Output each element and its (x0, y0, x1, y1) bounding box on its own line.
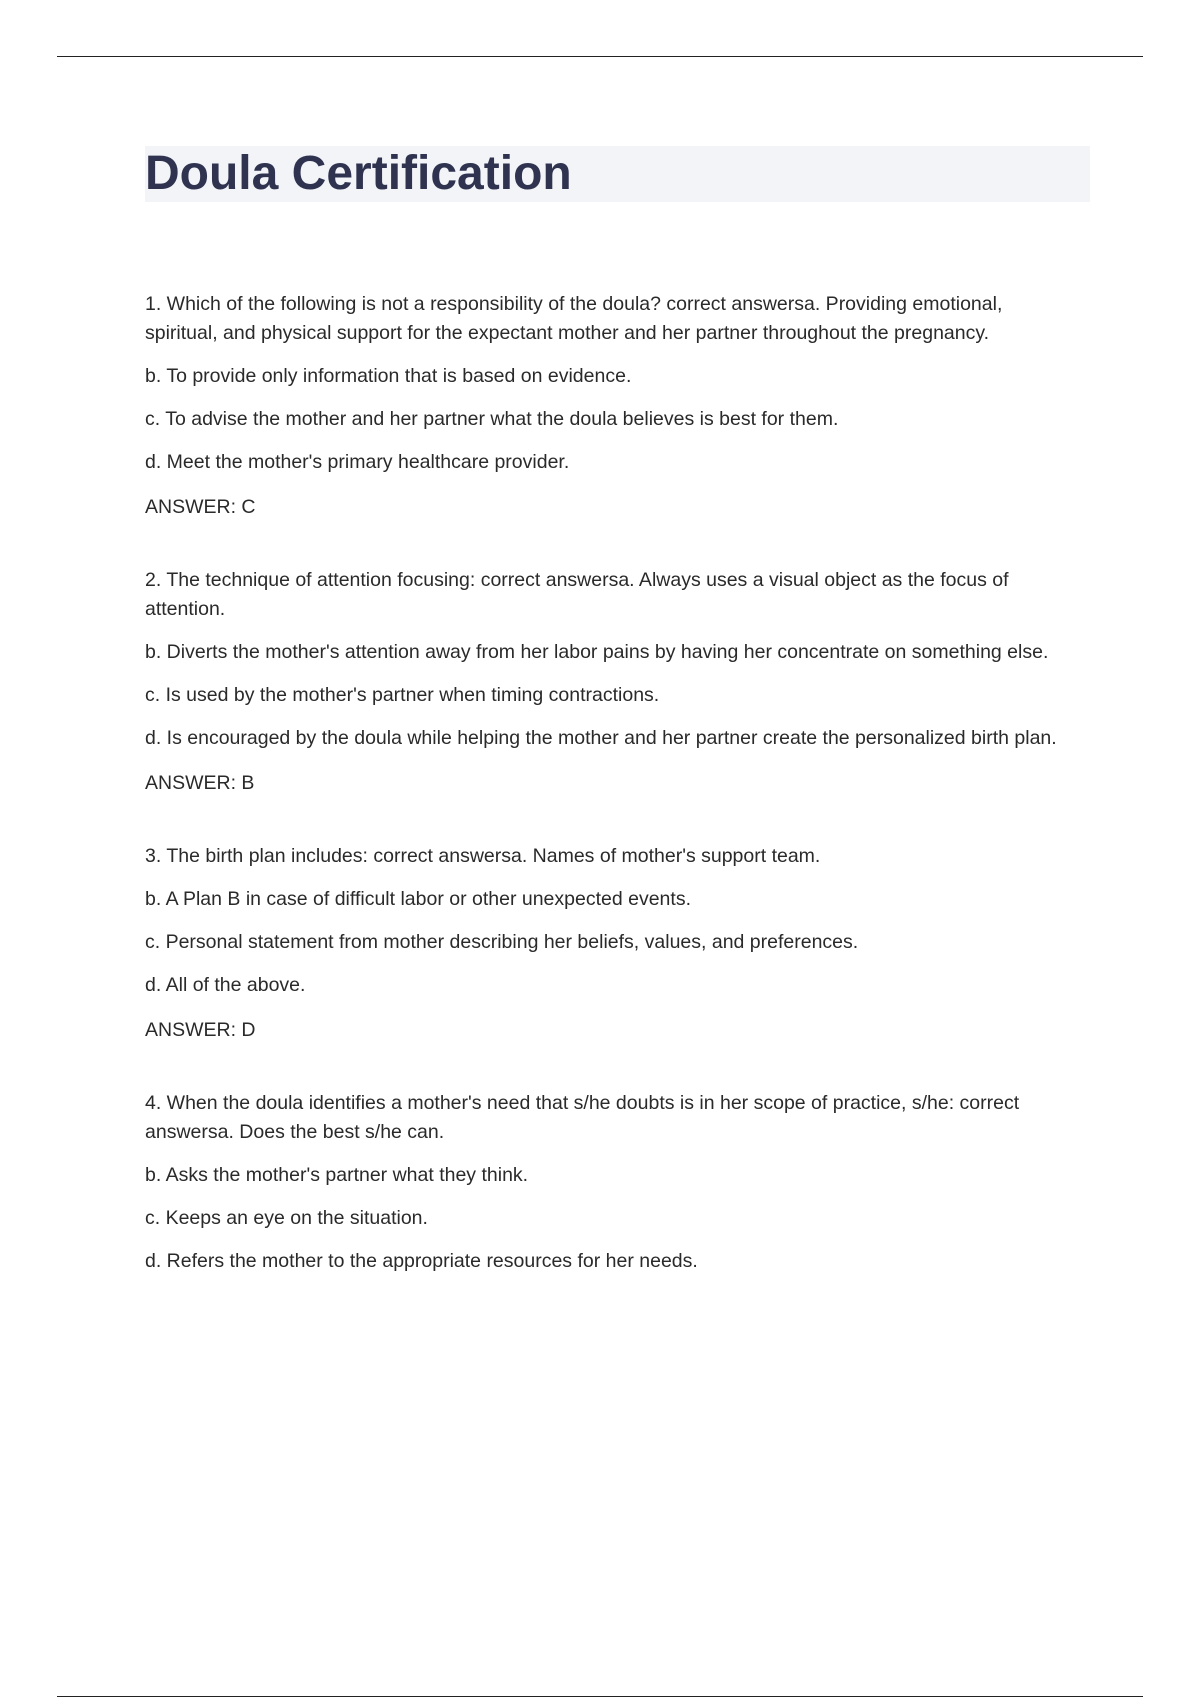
question-stem: 4. When the doula identifies a mother's need that s/he doubts is in her scope of practice, s/he: correct answersa. Does the best s/he can. (145, 1092, 1020, 1143)
question-block (145, 290, 1075, 522)
question-block (145, 566, 1075, 798)
answer-key: ANSWER: C (145, 496, 256, 518)
answer-option: b. Diverts the mother's attention away from her labor pains by having her concentrate on something else. (145, 641, 1049, 663)
top-rule (57, 56, 1143, 57)
question-block (145, 1089, 1075, 1276)
answer-option: b. Asks the mother's partner what they think. (145, 1164, 529, 1186)
answer-option: d. Is encouraged by the doula while helping the mother and her partner create the personalized birth plan. (145, 727, 1057, 749)
question-block (145, 842, 1075, 1045)
answer-key: ANSWER: B (145, 772, 255, 794)
question-stem: 3. The birth plan includes: correct answersa. Names of mother's support team. (145, 845, 821, 867)
question-list (145, 290, 1075, 1320)
answer-option: b. To provide only information that is based on evidence. (145, 365, 632, 387)
answer-option: d. Refers the mother to the appropriate resources for her needs. (145, 1250, 698, 1272)
page-title: Doula Certification (145, 147, 572, 200)
answer-option: c. Is used by the mother's partner when timing contractions. (145, 684, 660, 706)
answer-option: b. A Plan B in case of difficult labor or other unexpected events. (145, 888, 691, 910)
answer-option: c. Personal statement from mother describing her beliefs, values, and preferences. (145, 931, 859, 953)
question-stem: 2. The technique of attention focusing: correct answersa. Always uses a visual object as the focus of attention. (145, 569, 1009, 620)
answer-option: d. Meet the mother's primary healthcare provider. (145, 451, 570, 473)
answer-option: d. All of the above. (145, 974, 306, 996)
question-stem: 1. Which of the following is not a responsibility of the doula? correct answersa. Providing emotional, spiritual, and physical support for the expectant mother and her partner throughout the pregnancy. (145, 293, 1003, 344)
bottom-rule (57, 1696, 1143, 1697)
answer-option: c. To advise the mother and her partner what the doula believes is best for them. (145, 408, 839, 430)
answer-key: ANSWER: D (145, 1019, 256, 1041)
answer-option: c. Keeps an eye on the situation. (145, 1207, 428, 1229)
